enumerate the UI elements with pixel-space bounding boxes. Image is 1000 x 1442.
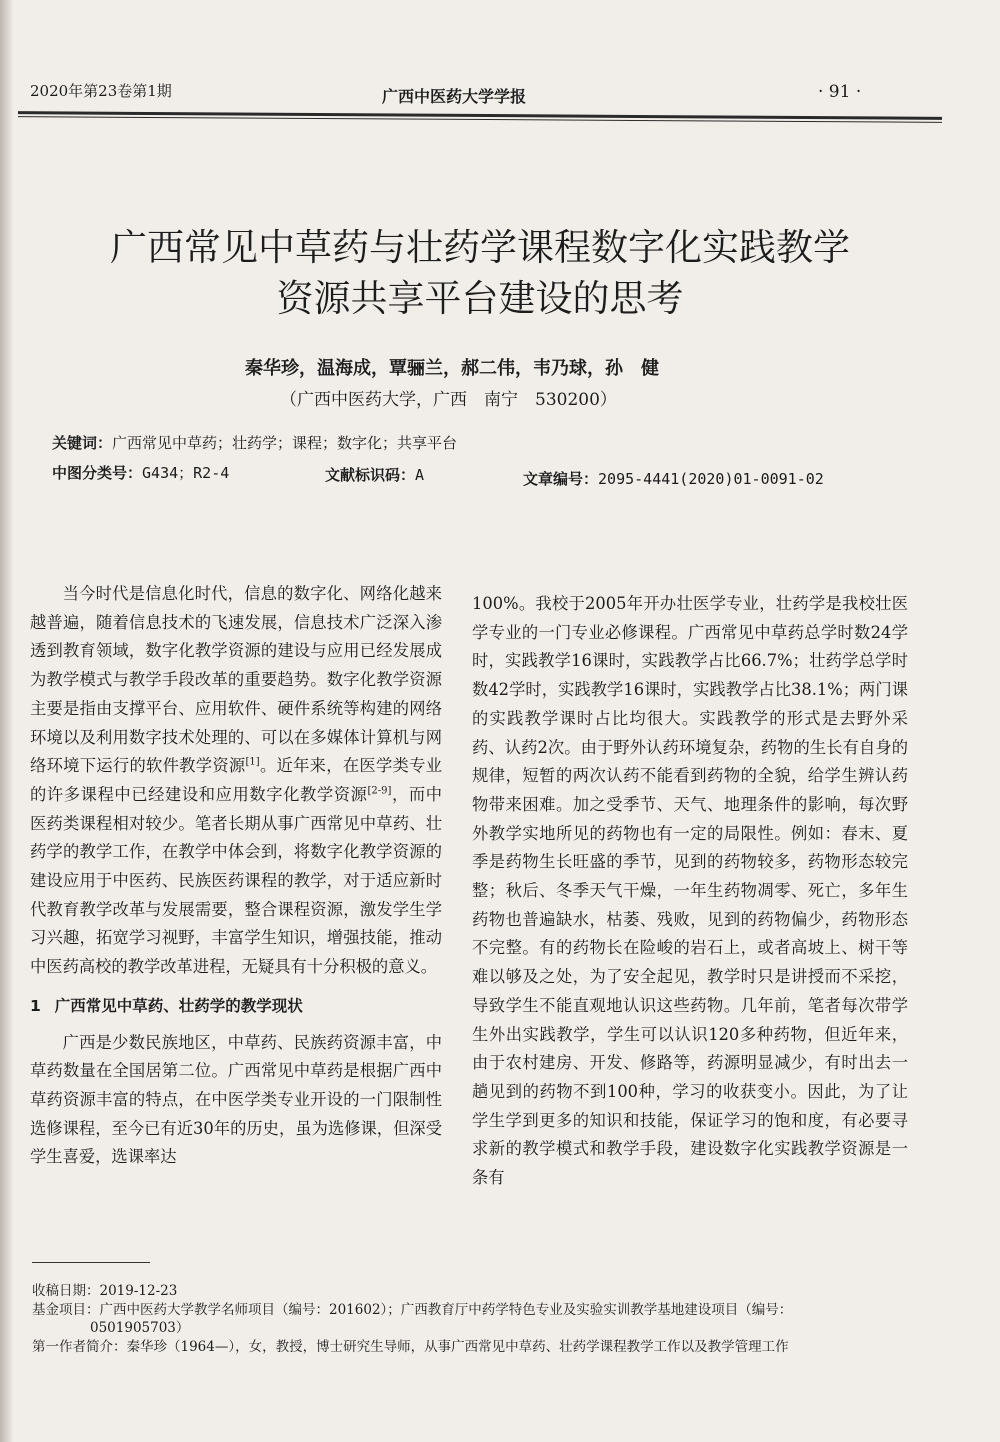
right-column-paragraph: 100%。我校于2005年开办壮医学专业，壮药学是我校壮医学专业的一门专业必修课程。广西常见中草药总学时数24学时，实践教学16课时，实践教学占比66.7%；壮药学总学时数42学时，实践教学16课时，实践教学占比38.1%；两门课的实践教学课时占比均很大。实践教学的形式是去野外采药、认药2次。由于野外认药环境复杂，药物的生长有自身的规律，短暂的两次认药不能看到药物的全貌，给学生辨认药物带来困难。加之受季节、天气、地理条件的影响，每次野外教学实地所见的药物也有一定的局限性。例如：春末、夏季是药物生长旺盛的季节，见到的药物较多，药物形态较完整；秋后、冬季天气干燥，一年生药物凋零、死亡，多年生药物也普遍缺水，枯萎、残败，见到的药物偏少，药物形态不完整。有的药物长在险峻的岩石上，或者高坡上、树干等难以够及之处，为了安全起见，教学时只是讲授而不采挖，导致学生不能直观地认识这些药物。几年前，笔者每次带学生外出实践教学，学生可以认识120多种药物，但近年来，由于农村建房、开发、修路等，药源明显减少，有时出去一趟见到的药物不到100种，学习的收获变小。因此，为了让学生学到更多的知识和技能，保证学习的饱和度，有必要寻求新的教学模式和教学手段，建设数字化实践教学资源是一条有 xyxy=(472,594,908,1188)
intro-text-a: 当今时代是信息化时代，信息的数字化、网络化越来越普遍，随着信息技术的飞速发展，信息技术广泛深入渗透到教育领域，数字化教学资源的建设与应用已经发展成为教学模式与教学手段改革的重要趋势。数字化教学资源主要是指由支撑平台、应用软件、硬件系统等构建的网络环境以及利用数字技术处理的、可以在多媒体计算机与网络环境下运行的软件教学资源 xyxy=(30,584,442,776)
right-column xyxy=(472,590,908,1193)
footnotes xyxy=(32,1282,912,1356)
title-line-1: 广西常见中草药与壮药学课程数字化实践教学 xyxy=(110,226,850,269)
page-number: · 91 · xyxy=(818,82,862,102)
page-edge-shadow xyxy=(0,0,14,1442)
keywords-value: 广西常见中草药；壮药学；课程；数字化；共享平台 xyxy=(112,434,458,452)
citation-2-9: [2-9] xyxy=(367,785,392,797)
footnote-rule xyxy=(32,1262,150,1263)
section-1-heading xyxy=(30,992,442,1021)
issue-info: 2020年第23卷第1期 xyxy=(30,82,172,100)
keywords-label: 关键词： xyxy=(52,434,113,452)
doc-code-label: 文献标识码： xyxy=(325,466,416,484)
section-1-paragraph: 广西是少数民族地区，中草药、民族药资源丰富，中草药数量在全国居第二位。广西常见中草药是根据广西中草药资源丰富的特点，在中医学类专业开设的一门限制性选修课程，至今已有近30年的历史，虽为选修课，但深受学生喜爱，选课率达 xyxy=(30,1032,442,1167)
intro-text-b: 。近年来，在医学类专业的许多课程中已经建设和应用数字化教学资源 xyxy=(30,756,442,804)
intro-paragraph xyxy=(30,580,442,982)
affiliation: （广西中医药大学，广西 南宁 530200） xyxy=(280,390,617,410)
received-value: 2019-12-23 xyxy=(99,1283,178,1299)
journal-name: 广西中医药大学学报 xyxy=(382,87,527,106)
received-label: 收稿日期： xyxy=(32,1283,100,1299)
article-no-line xyxy=(523,468,824,489)
first-author-bio xyxy=(32,1338,912,1357)
section-1-title: 广西常见中草药、壮药学的教学现状 xyxy=(54,996,303,1015)
doc-code-value: A xyxy=(415,466,425,484)
fund-value: 广西中医药大学教学名师项目（编号：201602）；广西教育厅中药学特色专业及实验实训教学基地建设项目（编号： xyxy=(99,1301,793,1318)
citation-1: [1] xyxy=(245,756,260,768)
left-column xyxy=(30,580,442,1172)
intro-text-c: ，而中医药类课程相对较少。笔者长期从事广西常见中草药、壮药学的教学工作，在教学中体会到，将数字化教学资源的建设应用于中医药、民族医药课程的教学，对于适应新时代教育教学改革与发展需要，整合课程资源，激发学生学习兴趣，拓宽学习视野，丰富学生知识，增强技能，推动中医药高校的教学改革进程，无疑具有十分积极的意义。 xyxy=(30,784,442,977)
author-bio-value: 秦华珍（1964—），女，教授，博士研究生导师，从事广西常见中草药、壮药学课程教学工作以及教学管理工作 xyxy=(126,1338,789,1355)
section-1-number: 1 xyxy=(30,996,41,1015)
article-no-value: 2095-4441(2020)01-0091-02 xyxy=(598,470,824,488)
title-line-2: 资源共享平台建设的思考 xyxy=(276,277,684,320)
fund-info-continued: 0501905703） xyxy=(90,1320,190,1336)
fund-info xyxy=(32,1301,912,1320)
article-title xyxy=(40,222,920,324)
article-no-label: 文章编号： xyxy=(523,470,599,488)
keywords-line xyxy=(52,432,457,453)
author-list: 秦华珍，温海成，覃骊兰，郝二伟，韦乃球，孙 健 xyxy=(245,358,659,379)
clc-value: G434；R2-4 xyxy=(142,464,230,482)
clc-label: 中图分类号： xyxy=(52,464,143,482)
fund-label: 基金项目： xyxy=(32,1301,100,1318)
doc-code-line xyxy=(325,464,424,485)
received-date xyxy=(32,1282,912,1301)
clc-line xyxy=(52,462,229,483)
author-bio-label: 第一作者简介： xyxy=(32,1338,127,1355)
